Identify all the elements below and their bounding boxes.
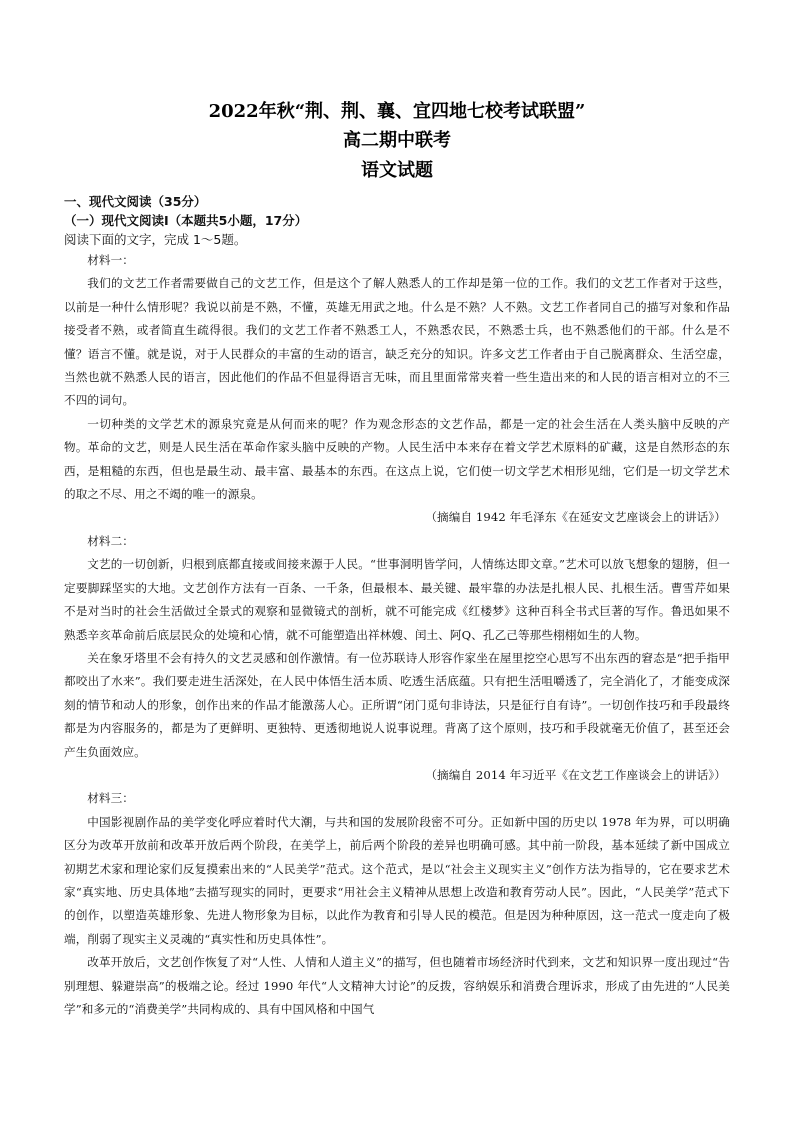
material2-paragraph-1: 文艺的一切创新，归根到底都直接或间接来源于人民。“世事洞明皆学问，人情练达即文章。”艺术可以放飞想象的翅膀，但一定要脚踩坚实的大地。文艺创作方法有一百条、一千条，但最根本、最关键、最牢靠的办法是扎根人民、扎根生活。曹雪芹如果不是对当时的社会生活做过全景式的观察和显微镜式的剖析，就不可能完成《红楼梦》这种百科全书式巨著的写作。鲁迅如果不熟悉辛亥革命前后底层民众的处境和心情，就不可能塑造出祥林嫂、闰土、阿Q、孔乙己等那些栩栩如生的人物。 bbox=[64, 557, 730, 642]
material1-source: （摘编自 1942 年毛泽东《在延安文艺座谈会上的讲话》） bbox=[425, 510, 726, 525]
section-heading: 一、现代文阅读（35分） bbox=[64, 194, 207, 209]
material3-paragraph-1: 中国影视剧作品的美学变化呼应着时代大潮，与共和国的发展阶段密不可分。正如新中国的历史以 1978 年为界，可以明确区分为改革开放前和改革开放后两个阶段，在美学上，前后两个阶段的差异也明确可感。其中前一阶段，基本延续了新中国成立初期艺术家和理论家们反复摸索出来的“人民美学”范式。这个范式，是以“社会主义现实主义”创作方法为指导的，它在要求艺术家“真实地、历史具体地”去描写现实的同时，更要求“用社会主义精神从思想上改造和教育劳动人民”。因此，“人民美学”范式下的创作，以塑造英雄形象、先进人物形象为目标，以此作为教育和引导人民的模范。但是因为种种原因，这一范式一度走向了极端，削弱了现实主义灵魂的“真实性和历史具体性”。 bbox=[64, 814, 730, 946]
material2-paragraph-2: 关在象牙塔里不会有持久的文艺灵感和创作激情。有一位苏联诗人形容作家坐在屋里挖空心思写不出东西的窘态是“把手指甲都咬出了水来”。我们要走进生活深处，在人民中体悟生活本质、吃透生活底蕴。只有把生活咀嚼透了，完全消化了，才能变成深刻的情节和动人的形象，创作出来的作品才能激荡人心。正所谓“闭门觅句非诗法，只是征行自有诗”。一切创作技巧和手段最终都是为内容服务的，都是为了更鲜明、更独特、更透彻地说人说事说理。背离了这个原则，技巧和手段就毫无价值了，甚至还会产生负面效应。 bbox=[64, 650, 730, 759]
material2-source: （摘编自 2014 年习近平《在文艺工作座谈会上的讲话》） bbox=[425, 767, 726, 782]
material1-paragraph-2: 一切种类的文学艺术的源泉究竟是从何而来的呢？作为观念形态的文艺作品，都是一定的社会生活在人类头脑中反映的产物。革命的文艺，则是人民生活在革命作家头脑中反映的产物。人民生活中本来存在着文学艺术原料的矿藏，这是自然形态的东西，是粗糙的东西，但也是最生动、最丰富、最基本的东西。在这点上说，它们使一切文学艺术相形见绌，它们是一切文学艺术的取之不尽、用之不竭的唯一的源泉。 bbox=[64, 416, 730, 502]
exam-title-line1: 2022年秋“荆、荆、襄、宜四地七校考试联盟” bbox=[208, 101, 586, 122]
material2-label: 材料二： bbox=[87, 533, 134, 548]
exam-title-line3: 语文试题 bbox=[361, 160, 433, 181]
material3-paragraph-2: 改革开放后，文艺创作恢复了对“人性、人情和人道主义”的描写，但也随着市场经济时代到来，文艺和知识界一度出现过“告别理想、躲避崇高”的极端之论。经过 1990 年代“人文精神大讨论”的反拨，容纳娱乐和消费合理诉求，形成了由先进的“人民美学”和多元的“消费美学”共同构成的、具有中国风格和中国气 bbox=[64, 955, 730, 1016]
material1-label: 材料一： bbox=[87, 253, 134, 267]
reading-passage bbox=[64, 249, 730, 1021]
subsection-heading: （一）现代文阅读Ⅰ（本题共5小题，17分） bbox=[64, 213, 308, 228]
material1-paragraph-1: 我们的文艺工作者需要做自己的文艺工作，但是这个了解人熟悉人的工作却是第一位的工作。我们的文艺工作者对于这些，以前是一种什么情形呢？我说以前是不熟，不懂，英雄无用武之地。什么是不熟？人不熟。文艺工作者同自己的描写对象和作品接受者不熟，或者简直生疏得很。我们的文艺工作者不熟悉工人，不熟悉农民，不熟悉士兵，也不熟悉他们的干部。什么是不懂？语言不懂。就是说，对于人民群众的丰富的生动的语言，缺乏充分的知识。许多文艺工作者由于自己脱离群众、生活空虚，当然也就不熟悉人民的语言，因此他们的作品不但显得语言无味，而且里面常常夹着一些生造出来的和人民的语言相对立的不三不四的词句。 bbox=[64, 276, 730, 408]
exam-title-line2: 高二期中联考 bbox=[343, 130, 451, 151]
reading-instruction: 阅读下面的文字，完成 1～5题。 bbox=[64, 232, 247, 247]
material3-label: 材料三： bbox=[87, 791, 134, 806]
